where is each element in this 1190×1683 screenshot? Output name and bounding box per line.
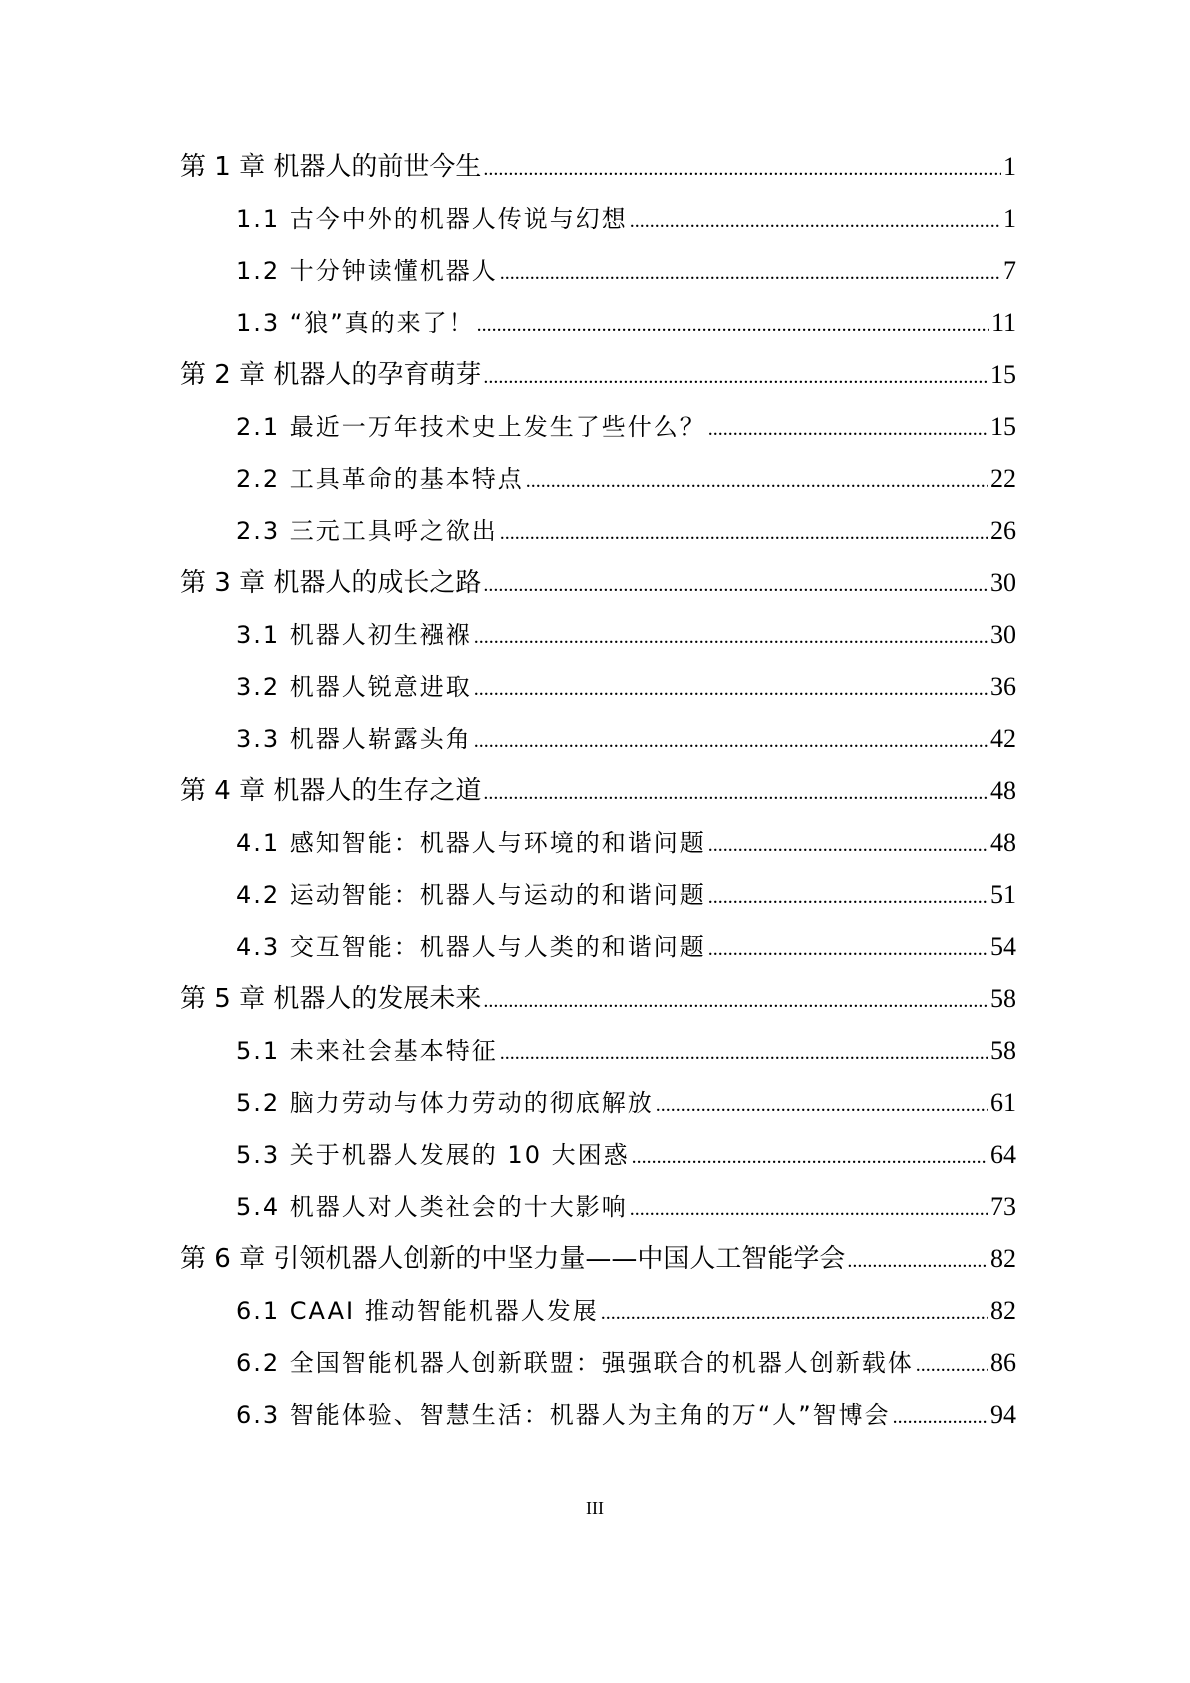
dot-leader [632,1131,988,1181]
toc-entry-page: 73 [990,1192,1016,1221]
dot-leader [656,1079,988,1129]
toc-section-entry[interactable] [180,245,1016,297]
dot-leader [500,247,1001,297]
toc-entry-title: 第 6 章 引领机器人创新的中坚力量——中国人工智能学会 [180,1244,846,1274]
toc-entry-title: 3.3 机器人崭露头角 [236,725,472,753]
toc-entry-title: 4.1 感知智能：机器人与环境的和谐问题 [236,829,706,857]
dot-leader [526,455,988,505]
toc-chapter-entry[interactable] [180,141,1016,193]
toc-entry-page: 30 [990,620,1016,649]
toc-section-entry[interactable] [180,297,1016,349]
toc-entry-title: 3.1 机器人初生襁褓 [236,621,472,649]
toc-entry-title: 5.1 未来社会基本特征 [236,1037,498,1065]
toc-entry-title: 5.3 关于机器人发展的 10 大困惑 [236,1141,630,1169]
toc-chapter-entry[interactable] [180,1233,1016,1285]
toc-entry-title: 5.2 脑力劳动与体力劳动的彻底解放 [236,1089,654,1117]
toc-entry-title: 2.3 三元工具呼之欲出 [236,517,498,545]
dot-leader [483,143,1001,193]
toc-section-entry[interactable] [180,1077,1016,1129]
toc-entry-page: 1 [1003,204,1016,233]
dot-leader [708,871,988,921]
page-number: III [586,1498,604,1518]
toc-entry-page: 54 [990,932,1016,961]
toc-entry-page: 42 [990,724,1016,753]
dot-leader [483,559,988,609]
dot-leader [708,403,988,453]
dot-leader [601,1287,988,1337]
toc-entry-page: 82 [990,1244,1016,1273]
toc-entry-page: 1 [1003,152,1016,181]
dot-leader [500,507,988,557]
toc-section-entry[interactable] [180,505,1016,557]
toc-entry-page: 26 [990,516,1016,545]
toc-entry-page: 15 [990,360,1016,389]
dot-leader [847,1235,988,1285]
toc-section-entry[interactable] [180,921,1016,973]
toc-entry-title: 2.1 最近一万年技术史上发生了些什么？ [236,413,706,441]
toc-entry-title: 1.1 古今中外的机器人传说与幻想 [236,205,628,233]
toc-entry-page: 58 [990,1036,1016,1065]
toc-entry-title: 4.3 交互智能：机器人与人类的和谐问题 [236,933,706,961]
toc-section-entry[interactable] [180,713,1016,765]
toc-entry-page: 36 [990,672,1016,701]
toc-section-entry[interactable] [180,869,1016,921]
dot-leader [630,1183,988,1233]
toc-entry-page: 64 [990,1140,1016,1169]
toc-entry-page: 15 [990,412,1016,441]
toc-entry-page: 22 [990,464,1016,493]
toc-entry-page: 82 [990,1296,1016,1325]
dot-leader [483,975,988,1025]
toc-entry-page: 51 [990,880,1016,909]
toc-entry-title: 第 2 章 机器人的孕育萌芽 [180,360,482,390]
dot-leader [630,195,1001,245]
toc-entry-page: 48 [990,828,1016,857]
dot-leader [474,715,988,765]
table-of-contents [180,141,1016,1441]
toc-section-entry[interactable] [180,1025,1016,1077]
toc-entry-title: 3.2 机器人锐意进取 [236,673,472,701]
toc-chapter-entry[interactable] [180,765,1016,817]
toc-entry-title: 2.2 工具革命的基本特点 [236,465,524,493]
toc-entry-title: 1.2 十分钟读懂机器人 [236,257,498,285]
dot-leader [708,923,988,973]
toc-entry-title: 5.4 机器人对人类社会的十大影响 [236,1193,628,1221]
toc-section-entry[interactable] [180,1389,1016,1441]
toc-entry-page: 48 [990,776,1016,805]
toc-section-entry[interactable] [180,1129,1016,1181]
toc-entry-page: 94 [990,1400,1016,1429]
toc-section-entry[interactable] [180,401,1016,453]
toc-entry-title: 第 3 章 机器人的成长之路 [180,568,482,598]
dot-leader [893,1391,988,1441]
toc-section-entry[interactable] [180,193,1016,245]
dot-leader [708,819,988,869]
toc-section-entry[interactable] [180,817,1016,869]
toc-chapter-entry[interactable] [180,973,1016,1025]
toc-entry-page: 61 [990,1088,1016,1117]
toc-entry-page: 30 [990,568,1016,597]
dot-leader [500,1027,988,1077]
toc-entry-title: 4.2 运动智能：机器人与运动的和谐问题 [236,881,706,909]
dot-leader [916,1339,988,1389]
toc-section-entry[interactable] [180,609,1016,661]
toc-entry-title: 第 1 章 机器人的前世今生 [180,152,482,182]
dot-leader [483,767,988,817]
toc-entry-title: 1.3 “狼”真的来了！ [236,309,475,337]
toc-section-entry[interactable] [180,1285,1016,1337]
toc-entry-title: 第 4 章 机器人的生存之道 [180,776,482,806]
toc-entry-page: 86 [990,1348,1016,1377]
toc-chapter-entry[interactable] [180,557,1016,609]
toc-entry-title: 6.2 全国智能机器人创新联盟：强强联合的机器人创新载体 [236,1349,914,1377]
toc-entry-page: 7 [1003,256,1016,285]
toc-entry-title: 6.3 智能体验、智慧生活：机器人为主角的万“人”智博会 [236,1401,891,1429]
toc-section-entry[interactable] [180,1181,1016,1233]
toc-entry-page: 58 [990,984,1016,1013]
toc-chapter-entry[interactable] [180,349,1016,401]
toc-section-entry[interactable] [180,453,1016,505]
toc-entry-title: 6.1 CAAI 推动智能机器人发展 [236,1297,599,1325]
toc-entry-title: 第 5 章 机器人的发展未来 [180,984,482,1014]
dot-leader [474,663,988,713]
toc-entry-page: 11 [990,308,1016,337]
dot-leader [474,611,988,661]
toc-section-entry[interactable] [180,661,1016,713]
dot-leader [483,351,988,401]
dot-leader [477,299,989,349]
toc-section-entry[interactable] [180,1337,1016,1389]
